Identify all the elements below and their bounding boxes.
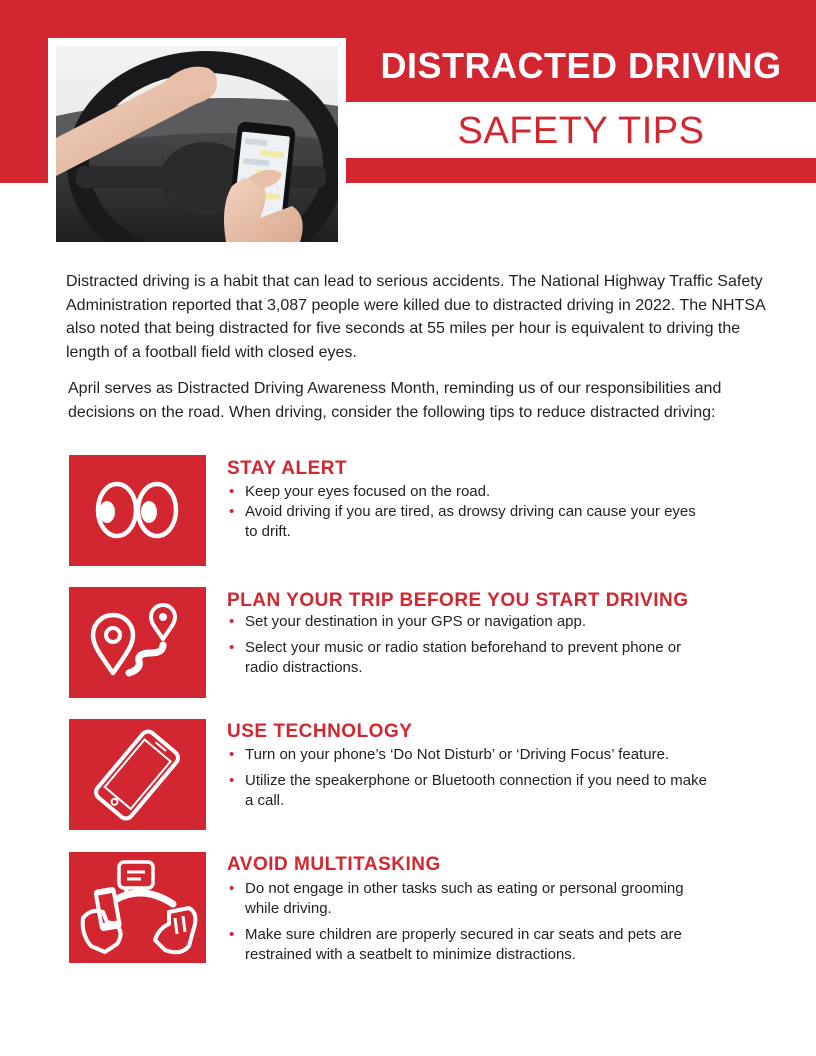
eyes-icon	[69, 455, 206, 566]
tip-list-use-technology	[227, 745, 707, 811]
header-band-left	[0, 0, 48, 183]
list-item: • Turn on your phone’s ‘Do Not Disturb’ or ‘Driving Focus’ feature.	[227, 745, 707, 765]
tip-title-use-technology: USE TECHNOLOGY	[227, 721, 413, 742]
driver-phone-photo	[56, 46, 338, 242]
list-item: • Do not engage in other tasks such as eating or personal grooming while driving.	[227, 879, 707, 919]
list-item: • Avoid driving if you are tired, as drowsy driving can cause your eyes to drift.	[227, 502, 707, 542]
list-item: • Utilize the speakerphone or Bluetooth connection if you need to make a call.	[227, 771, 707, 811]
tip-title-avoid-multitasking: AVOID MULTITASKING	[227, 854, 441, 875]
smartphone-icon	[69, 719, 206, 830]
header-band-lower	[346, 158, 816, 183]
awareness-paragraph: April serves as Distracted Driving Awareness Month, reminding us of our responsibilities and decisions on the road. When driving, consider the following tips to reduce distracted driving:	[68, 380, 722, 421]
route-pins-icon	[69, 587, 206, 698]
intro-paragraph: Distracted driving is a habit that can lead to serious accidents. The National Highway Traffic Safety Administration reported that 3,087 people were killed due to distracted driving in 2022. The NHTSA also noted that being distracted for five seconds at 55 miles per hour is equivalent to driving the length of a football field with closed eyes.	[66, 273, 765, 361]
title-line-2: SAFETY TIPS	[457, 110, 705, 152]
list-item: • Set your destination in your GPS or navigation app.	[227, 612, 707, 632]
tip-list-stay-alert	[227, 482, 707, 542]
list-item: • Keep your eyes focused on the road.	[227, 482, 707, 502]
title-line-1: DISTRACTED DRIVING	[380, 45, 782, 86]
phone-steering-wheel-icon	[69, 852, 206, 963]
list-item: • Make sure children are properly secured in car seats and pets are restrained with a seatbelt to minimize distractions.	[227, 925, 707, 965]
list-item: • Select your music or radio station beforehand to prevent phone or radio distractions.	[227, 638, 707, 678]
tip-list-plan-trip	[227, 612, 707, 678]
tip-title-stay-alert: STAY ALERT	[227, 458, 348, 479]
tip-title-plan-trip: PLAN YOUR TRIP BEFORE YOU START DRIVING	[227, 590, 689, 611]
tip-list-avoid-multitasking	[227, 879, 707, 965]
